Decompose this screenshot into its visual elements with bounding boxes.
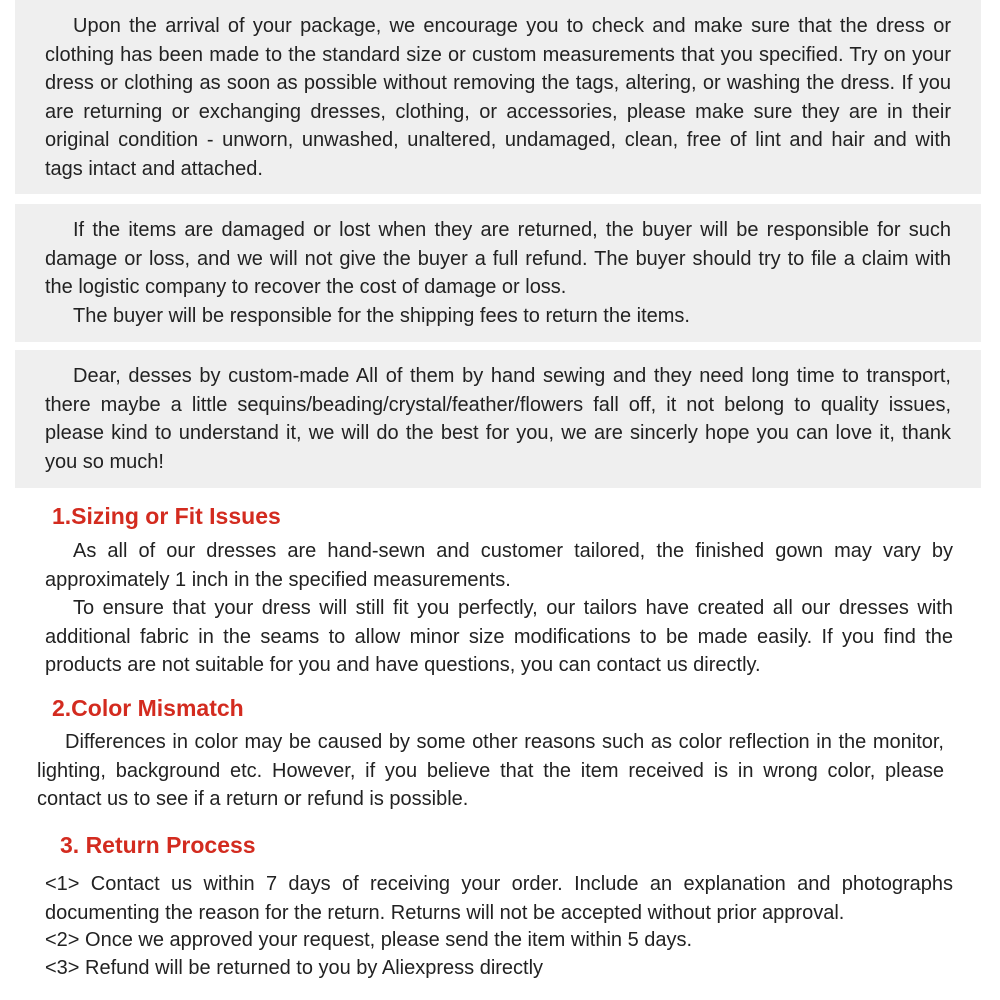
damage-notice-text: If the items are damaged or lost when they are returned, the buyer will be responsible for such damage or loss, and we will not give the buyer a full refund. The buyer should try to file a claim with the logistic company to recover the cost of damage or loss. [45, 219, 951, 299]
damage-notice-box [15, 204, 981, 342]
custom-made-notice-text: Dear, desses by custom-made All of them by hand sewing and they need long time to transport, there maybe a little sequins/beading/crystal/feather/flowers fall off, it not belong to quality issues, please kind to understand it, we will do the best for you, we are sincerly hope you can love it, thank you so much! [45, 365, 951, 473]
shipping-fee-notice-text: The buyer will be responsible for the shipping fees to return the items. [73, 304, 690, 327]
return-process-heading: 3. Return Process [60, 832, 256, 858]
return-step-2: <2> Once we approved your request, please send the item within 5 days. [45, 929, 693, 951]
arrival-notice-text: Upon the arrival of your package, we encourage you to check and make sure that the dress or clothing has been made to the standard size or custom measurements that you specified. Try on your dress or clothing as soon as possible without removing the tags, altering, or washing the dress. If you are returning or exchanging dresses, clothing, or accessories, please make sure they are in their original condition - unworn, unwashed, unaltered, undamaged, clean, free of lint and hair and with tags intact and attached. [45, 15, 951, 180]
custom-made-notice-box [15, 350, 981, 488]
arrival-notice-box [15, 0, 981, 194]
sizing-paragraph-2: To ensure that your dress will still fit you perfectly, our tailors have created all our dresses with additional fabric in the seams to allow minor size modifications to be made easily. If you find the products are not suitable for you and have questions, you can contact us directly. [45, 597, 953, 677]
return-step-1: <1> Contact us within 7 days of receiving your order. Include an explanation and photographs documenting the reason for the return. Returns will not be accepted without prior approval. [45, 873, 953, 924]
return-step-3: <3> Refund will be returned to you by Aliexpress directly [45, 957, 544, 979]
sizing-heading: 1.Sizing or Fit Issues [52, 503, 281, 529]
color-mismatch-heading: 2.Color Mismatch [52, 695, 244, 721]
color-mismatch-paragraph: Differences in color may be caused by some other reasons such as color reflection in the monitor, lighting, background etc. However, if you believe that the item received is in wrong color, please contact us to see if a return or refund is possible. [37, 731, 944, 811]
sizing-paragraph-1: As all of our dresses are hand-sewn and customer tailored, the finished gown may vary by approximately 1 inch in the specified measurements. [45, 540, 953, 591]
